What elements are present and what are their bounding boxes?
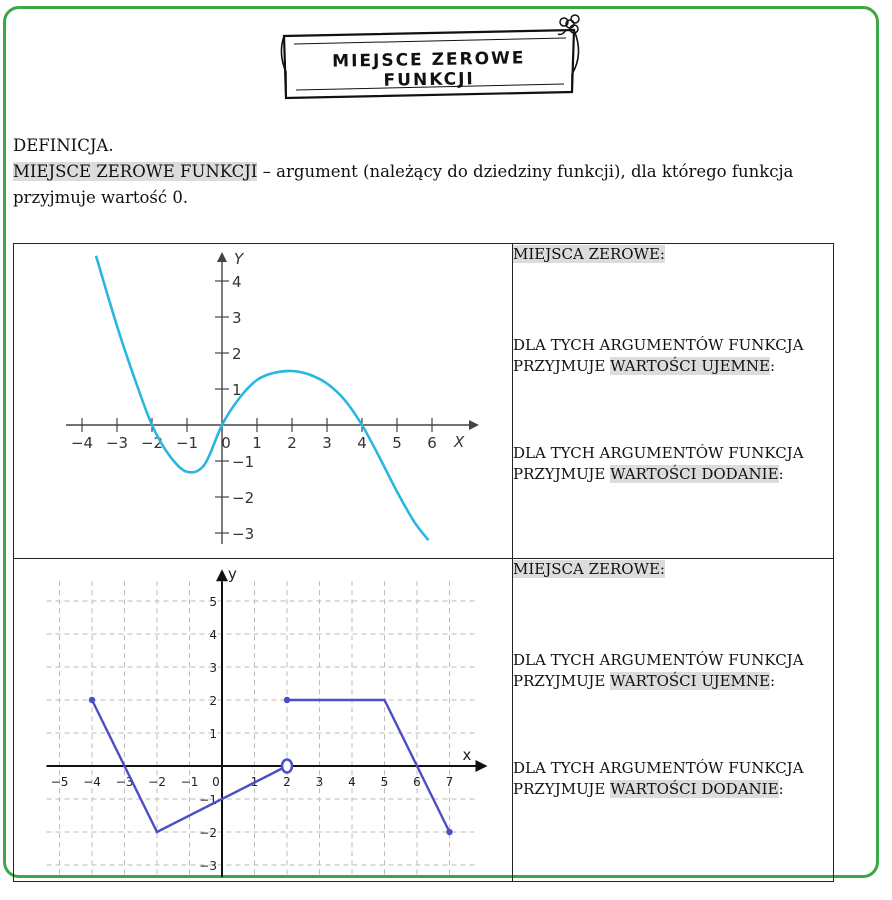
x-axis-label: X xyxy=(454,433,465,451)
y-tick-label: −3 xyxy=(199,859,217,873)
y-tick-label: 2 xyxy=(209,694,217,708)
x-tick-label: 4 xyxy=(357,434,367,452)
definition-term: MIEJSCE ZEROWE FUNKCJI xyxy=(13,162,258,181)
x-tick-label: −1 xyxy=(175,434,199,452)
answer-cell-2 xyxy=(513,559,834,882)
x-tick-label: 5 xyxy=(392,434,402,452)
x-tick-label: −4 xyxy=(70,434,94,452)
x-axis-label: x xyxy=(462,746,472,764)
x-tick-label: −1 xyxy=(180,775,199,789)
y-tick-label: −2 xyxy=(232,489,255,507)
function-graph-1 xyxy=(14,244,512,554)
x-tick-label: 6 xyxy=(427,434,437,452)
x-tick-label: 1 xyxy=(250,775,259,789)
y-axis-arrow xyxy=(216,569,228,581)
y-axis-label: y xyxy=(228,565,237,584)
zeros-label: MIEJSCA ZEROWE: xyxy=(513,245,665,263)
x-tick-label: 0 xyxy=(212,775,220,789)
y-tick-label: −1 xyxy=(199,793,217,807)
definition-heading: DEFINICJA. xyxy=(13,136,114,155)
graph-cell-1 xyxy=(14,244,513,559)
x-axis-arrow xyxy=(476,760,488,772)
negative-values-prompt: DLA TYCH ARGUMENTÓW FUNKCJA PRZYJMUJE WARTOŚCI UJEMNE: xyxy=(513,651,804,690)
y-tick-label: 1 xyxy=(209,727,217,741)
x-tick-label: −5 xyxy=(50,775,69,789)
x-tick-label: 1 xyxy=(252,434,262,452)
definition-text xyxy=(13,159,833,211)
negative-values-prompt: DLA TYCH ARGUMENTÓW FUNKCJA PRZYJMUJE WARTOŚCI UJEMNE: xyxy=(513,336,804,375)
x-tick-label: 6 xyxy=(413,775,421,789)
y-tick-label: 4 xyxy=(232,273,242,291)
x-tick-label: −4 xyxy=(83,775,101,789)
zeros-label: MIEJSCA ZEROWE: xyxy=(513,560,665,578)
y-axis-arrow xyxy=(217,252,227,262)
x-tick-label: 4 xyxy=(348,775,356,789)
function-graph-2 xyxy=(14,559,512,877)
positive-values-prompt: DLA TYCH ARGUMENTÓW FUNKCJA PRZYJMUJE WARTOŚCI DODANIE: xyxy=(513,444,804,483)
x-tick-label: 5 xyxy=(380,775,389,789)
function-curve xyxy=(96,256,429,540)
x-tick-label: 2 xyxy=(283,775,291,789)
open-point xyxy=(282,760,292,773)
y-tick-label: 4 xyxy=(209,628,217,642)
y-tick-label: 5 xyxy=(209,595,217,609)
x-tick-label: −3 xyxy=(105,434,129,452)
definition-block xyxy=(13,133,833,211)
exercise-table xyxy=(13,243,834,882)
exercise-row-1 xyxy=(14,244,834,559)
positive-values-prompt: DLA TYCH ARGUMENTÓW FUNKCJA PRZYJMUJE WARTOŚCI DODANIE: xyxy=(513,759,804,798)
y-tick-label: 3 xyxy=(232,309,242,327)
y-tick-label: 1 xyxy=(232,381,242,399)
x-tick-label: 7 xyxy=(445,775,454,789)
banner-title: MIEJSCE ZEROWE FUNKCJI xyxy=(332,48,526,91)
x-tick-label: 0 xyxy=(221,434,231,452)
graph-cell-2 xyxy=(14,559,513,882)
y-tick-label: 3 xyxy=(209,661,217,675)
definition-body: – argument (należący do dziedziny funkcji), dla którego funkcja przyjmuje wartość 0. xyxy=(13,162,794,207)
x-tick-label: −2 xyxy=(140,434,164,452)
x-tick-label: 2 xyxy=(287,434,297,452)
y-tick-label: 2 xyxy=(232,345,242,363)
y-tick-label: −3 xyxy=(232,525,255,543)
x-tick-label: 3 xyxy=(315,775,324,789)
x-tick-label: −3 xyxy=(115,775,134,789)
closed-point xyxy=(446,829,452,835)
exercise-row-2 xyxy=(14,559,834,882)
x-tick-label: 3 xyxy=(322,434,332,452)
x-axis-arrow xyxy=(469,420,479,430)
y-axis-label: Y xyxy=(234,250,244,268)
y-tick-label: −1 xyxy=(232,453,255,471)
y-tick-label: −2 xyxy=(199,826,217,840)
closed-point xyxy=(284,697,290,703)
x-tick-label: −2 xyxy=(148,775,166,789)
closed-point xyxy=(89,697,95,703)
answer-cell-1 xyxy=(513,244,834,559)
